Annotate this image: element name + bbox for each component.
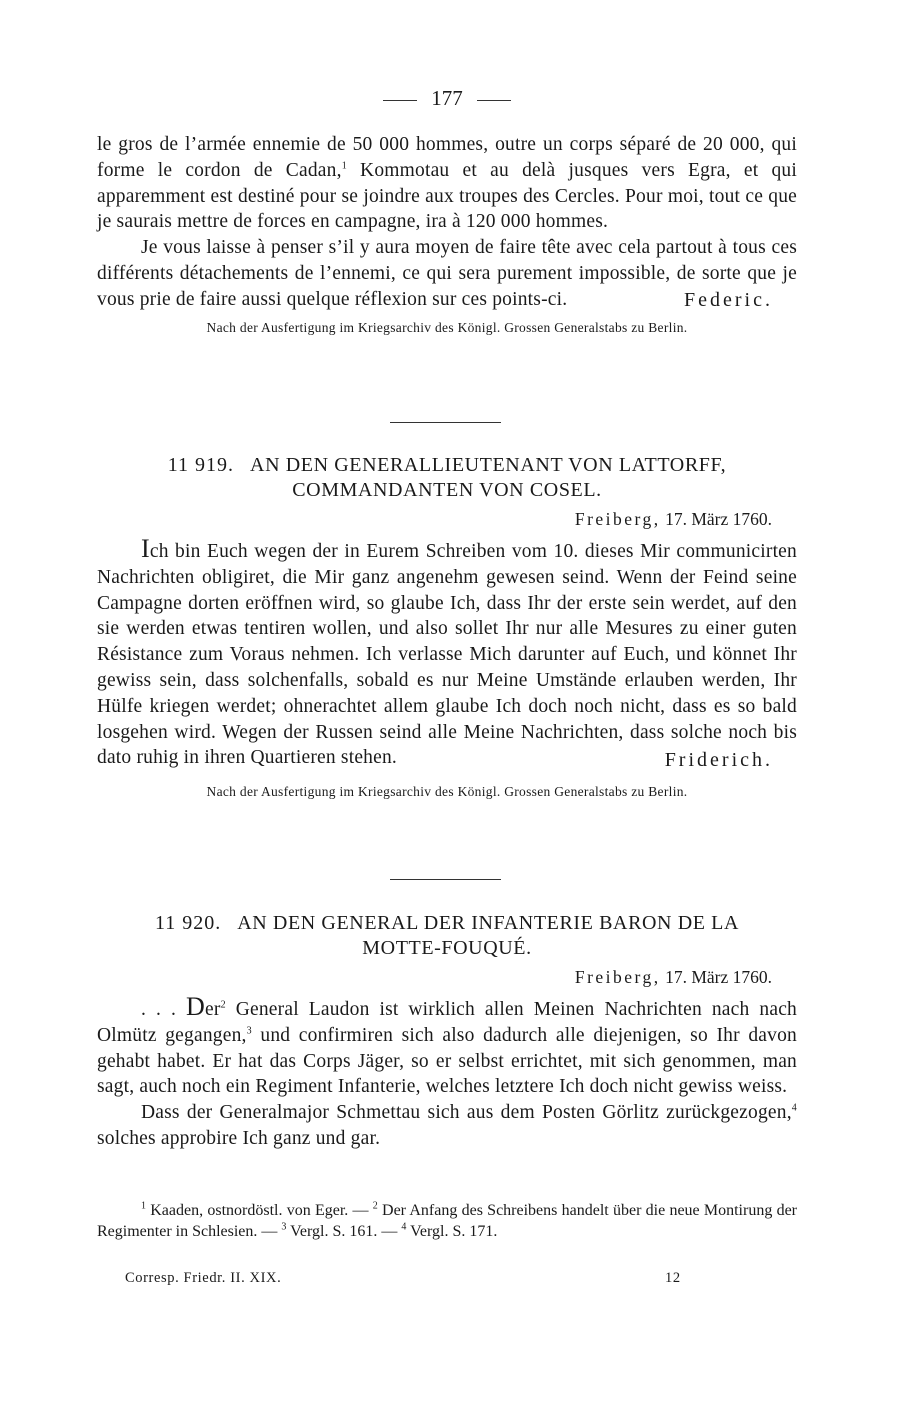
date-place: Freiberg, (574, 509, 661, 529)
letter-title-line1: AN DEN GENERAL DER INFANTERIE BARON DE LA (237, 912, 740, 934)
signature-federic: Federic. (684, 288, 773, 311)
section-divider-2 (390, 879, 501, 880)
continuation-paragraph-2: Je vous laisse à penser s’il y aura moyen de faire tête avec cela partout à tous ces différents détachements de l’ennemi, ce qui sera purement impossible, de sorte que je vous prie de faire aussi quelque réflexion sur ces points-ci. (97, 237, 797, 310)
letter-body-paragraph-2 (97, 1100, 797, 1152)
letter-11920-heading (97, 911, 797, 961)
date-value: 17. März 1760. (665, 967, 772, 987)
source-note-2: Nach der Ausfertigung im Kriegsarchiv des Königl. Grossen Generalstabs zu Berlin. (206, 784, 688, 800)
paragraph-2-text-a: Dass der Generalmajor Schmettau sich aus dem Posten Görlitz zurückgezogen, (141, 1102, 792, 1124)
letter-date (97, 967, 797, 988)
page-footer (125, 1270, 685, 1287)
header-dash-right (477, 100, 511, 101)
source-note-1: Nach der Ausfertigung im Kriegsarchiv des Königl. Grossen Generalstabs zu Berlin. (206, 319, 688, 335)
page-header (97, 86, 797, 111)
letter-body (97, 994, 797, 1100)
continuation-paragraph-1 (97, 132, 797, 235)
footnote-ref-2: 2 (220, 999, 226, 1011)
footnote-1: Kaaden, ostnordöstl. von Eger. — (146, 1202, 373, 1219)
letter-number: 11 920. (154, 912, 222, 934)
letter-body (97, 536, 797, 771)
footnote-number-2: 2 (372, 1200, 378, 1212)
letter-title-line2: MOTTE-FOUQUÉ. (362, 937, 532, 959)
paragraph-2-text-b: solches approbire Ich ganz und gar. (97, 1127, 381, 1149)
footnote-4: Vergl. S. 171. (406, 1223, 498, 1240)
footnote-text (97, 1200, 797, 1242)
letter-body-text-b: und confirmiren sich also dadurch alle diejenigen, so Ihr davon gehabt habet. Er hat das Corps Jäger, so er selbst errichtet, mit sich genommen, man sagt, auch noch ein Regiment Infanterie, welches letztere Ich doch nicht gewiss weiss. (97, 1024, 797, 1098)
ellipsis: . . . (141, 999, 187, 1020)
footnote-number-3: 3 (281, 1221, 287, 1233)
date-value: 17. März 1760. (665, 509, 772, 529)
section-divider-1 (390, 422, 501, 423)
continuation-text-1: le gros de l’armée ennemie de 50 000 hommes, outre un corps séparé de 20 000, qui forme le cordon de Cadan, (97, 134, 797, 181)
work-signature: Corresp. Friedr. II. XIX. (125, 1270, 282, 1286)
letter-title-line1: AN DEN GENERALLIEUTENANT VON LATTORFF, (250, 454, 727, 476)
footnote-ref-4: 4 (791, 1102, 797, 1114)
footnote-2: Der Anfang des Schreibens handelt über die neue Montirung der Regimenter in Schlesien. — (97, 1202, 798, 1240)
letter-date (97, 509, 797, 530)
letter-body-text-a: General Laudon ist wirklich allen Meinen Nachrichten nach nach Olmütz gegangen, (97, 999, 798, 1046)
signature-friderich: Friderich. (664, 749, 773, 772)
footnote-3: Vergl. S. 161. — (286, 1223, 402, 1240)
continuation-text-1b: Kommotau et au delà jusques vers Egra, et qui apparemment est destiné pour se joindre aux troupes des Cercles. Pour moi, tout ce que je saurais mettre de forces en campagne, ira à 120 000 hommes. (97, 159, 797, 233)
letter-number: 11 919. (167, 454, 235, 476)
initial-letter: D (186, 992, 206, 1021)
footnote-number-1: 1 (141, 1200, 146, 1212)
footnote-ref-1: 1 (341, 160, 347, 172)
footnote-number-4: 4 (401, 1221, 407, 1233)
date-place: Freiberg, (574, 967, 661, 987)
letter-body-text: ch bin Euch wegen der in Eurem Schreiben vom 10. dieses Mir communicirten Nachrichten obligiret, die Mir ganz angenehm gewesen seind. Wenn der Feind seine Campagne dorten eröffnen wird, so glaube Ich, dass Ihr der erste sein werdet, auf den sie werden etwas tentiren wollen, und also sollet Ihr nur alle Mesures zu einer guten Résistance zum Voraus nehmen. Ich verlasse Mich darunter auf Euch, und könnet Ihr gewiss sein, dass solchenfalls, sobald es nur Meine Umstände erlauben werden, Ihr Hülfe kriegen werdet; ohnerachtet allem glaube Ich doch noch nicht, dass es so bald losgehen wird. Wegen der Russen seind alle Meine Nachrichten, dass solche noch bis dato ruhig in ihren Quartieren stehen. (97, 541, 797, 769)
letter-11919 (97, 453, 797, 800)
letter-continuation (97, 132, 797, 336)
word-rest: er (205, 999, 221, 1020)
header-dash-left (383, 100, 417, 101)
footnote-ref-3: 3 (246, 1025, 252, 1037)
sheet-number: 12 (665, 1270, 681, 1286)
letter-11920 (97, 911, 797, 1152)
letter-11919-heading (97, 453, 797, 503)
footnotes (97, 1200, 797, 1242)
initial-letter: I (141, 534, 150, 563)
letter-title-line2: COMMANDANTEN VON COSEL. (292, 479, 602, 501)
page-number: 177 (431, 86, 463, 110)
